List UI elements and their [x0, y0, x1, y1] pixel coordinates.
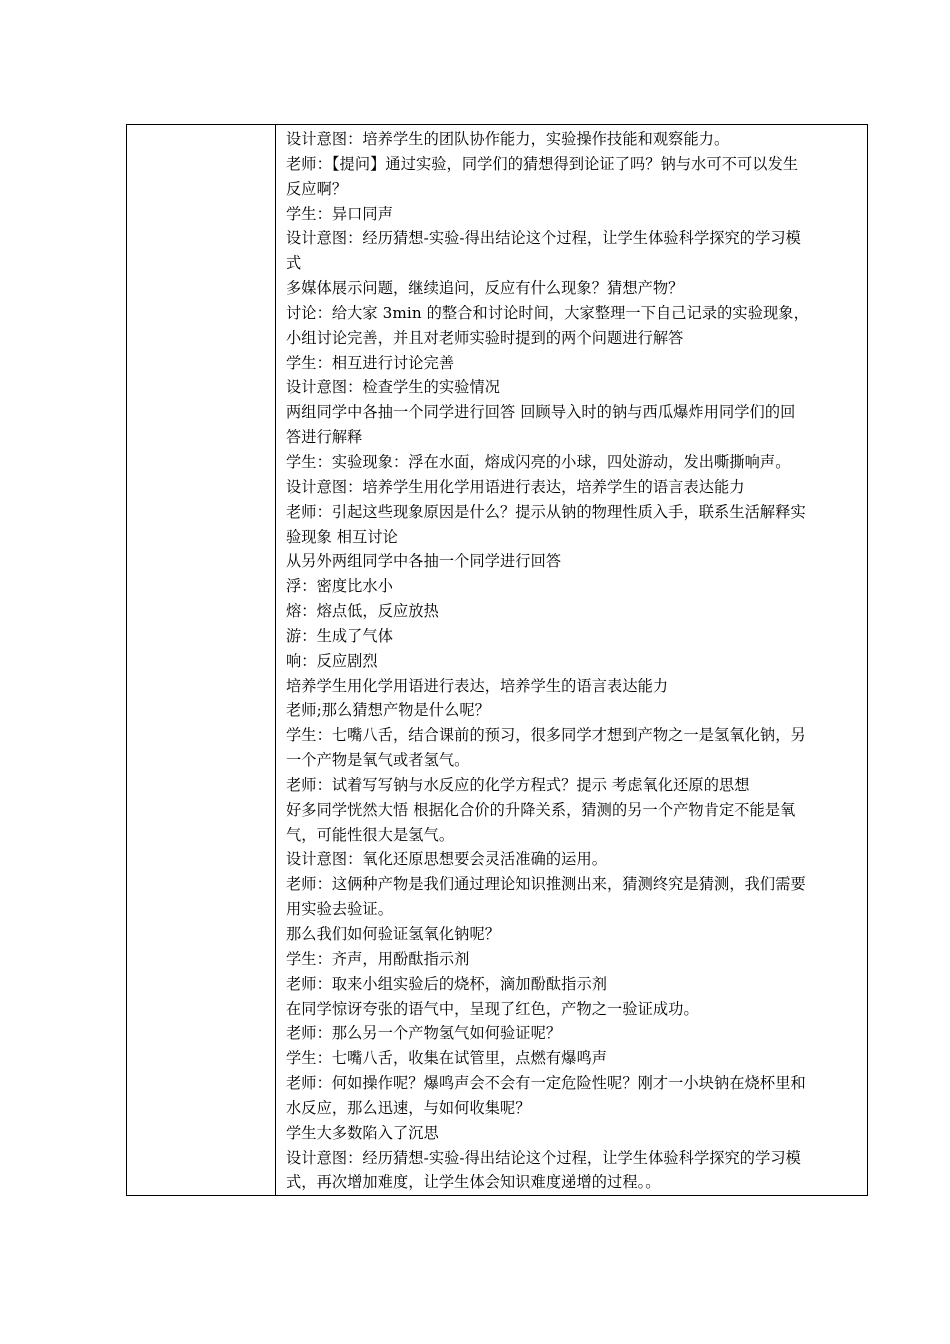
text-line: 老师;那么猜想产物是什么呢？ — [286, 701, 490, 720]
text-line: 设计意图：培养学生用化学用语进行表达，培养学生的语言表达能力 — [286, 477, 745, 496]
text-line: 学生：实验现象：浮在水面，熔成闪亮的小球，四处游动，发出嘶撕响声。 — [286, 452, 791, 471]
text-line: 浮：密度比水小 — [286, 577, 394, 596]
text-line: 学生：七嘴八舌，收集在试管里，点燃有爆鸣声 — [286, 1049, 608, 1068]
text-line: 游：生成了气体 — [286, 626, 394, 645]
text-line: 熔：熔点低，反应放热 — [286, 602, 439, 621]
text-line: 一个产物是氧气或者氢气。 — [286, 751, 470, 770]
text-line: 从另外两组同学中各抽一个同学进行回答 — [286, 552, 562, 571]
text-line: 两组同学中各抽一个同学进行回答 回顾导入时的钠与西瓜爆炸用同学们的回 — [286, 403, 796, 422]
text-line: 验现象 相互讨论 — [286, 527, 398, 546]
text-line: 小组讨论完善，并且对老师实验时提到的两个问题进行解答 — [286, 328, 684, 347]
text-line: 学生：异口同声 — [286, 204, 394, 223]
text-line: 在同学惊讶夸张的语气中，呈现了红色，产物之一验证成功。 — [286, 999, 699, 1018]
text-line: 多媒体展示问题，继续追问，反应有什么现象？猜想产物？ — [286, 279, 684, 298]
text-line: 学生：齐声，用酚酞指示剂 — [286, 949, 470, 968]
text-line: 用实验去验证。 — [286, 900, 394, 919]
text-line: 响：反应剧烈 — [286, 651, 378, 670]
text-line: 设计意图：氧化还原思想要会灵活准确的运用。 — [286, 850, 608, 869]
text-line: 式 — [286, 254, 302, 273]
text-line: 气，可能性很大是氢气。 — [286, 825, 455, 844]
text-line: 培养学生用化学用语进行表达，培养学生的语言表达能力 — [286, 676, 669, 695]
text-line: 设计意图：经历猜想-实验-得出结论这个过程，让学生体验科学探究的学习模 — [286, 1148, 801, 1167]
text-line: 学生：相互进行讨论完善 — [286, 353, 455, 372]
text-line: 答进行解释 — [286, 428, 363, 447]
text-line: 设计意图：培养学生的团队协作能力，实验操作技能和观察能力。 — [286, 130, 730, 148]
text-line: 老师：那么另一个产物氢气如何验证呢？ — [286, 1024, 562, 1043]
text-line: 设计意图：经历猜想-实验-得出结论这个过程，让学生体验科学探究的学习模 — [286, 229, 801, 248]
text-line: 老师：试着写写钠与水反应的化学方程式？提示 考虑氧化还原的思想 — [286, 775, 750, 794]
text-line: 老师：取来小组实验后的烧杯，滴加酚酞指示剂 — [286, 974, 608, 993]
text-line: 式，再次增加难度，让学生体会知识难度递增的过程。。 — [286, 1173, 661, 1192]
text-line: 老师：这俩种产物是我们通过理论知识推测出来，猜测终究是猜测，我们需要 — [286, 875, 806, 894]
text-line: 老师：何如操作呢？爆鸣声会不会有一定危险性呢？刚才一小块钠在烧杯里和 — [286, 1074, 806, 1093]
text-line: 讨论：给大家 3min 的整合和讨论时间，大家整理一下自己记录的实验现象， — [286, 303, 809, 322]
text-line: 那么我们如何验证氢氧化钠呢？ — [286, 925, 501, 943]
content-cell — [278, 125, 867, 1195]
text-line: 设计意图：检查学生的实验情况 — [286, 378, 501, 397]
left-column-cell — [127, 125, 276, 1195]
text-line: 水反应，那么迅速，与如何收集呢？ — [286, 1098, 531, 1117]
text-line: 老师：引起这些现象原因是什么？提示从钠的物理性质入手，联系生活解释实 — [286, 502, 806, 521]
text-line: 学生：七嘴八舌，结合课前的预习，很多同学才想到产物之一是氢氧化钠，另 — [286, 726, 806, 745]
text-line: 好多同学恍然大悟 根据化合价的升降关系，猜测的另一个产物肯定不能是氧 — [286, 800, 796, 819]
text-line: 学生大多数陷入了沉思 — [286, 1123, 439, 1142]
text-line: 老师：【提问】通过实验，同学们的猜想得到论证了吗？钠与水可不可以发生 — [286, 154, 799, 173]
lesson-table — [126, 124, 868, 1196]
text-line: 反应啊？ — [286, 179, 348, 198]
